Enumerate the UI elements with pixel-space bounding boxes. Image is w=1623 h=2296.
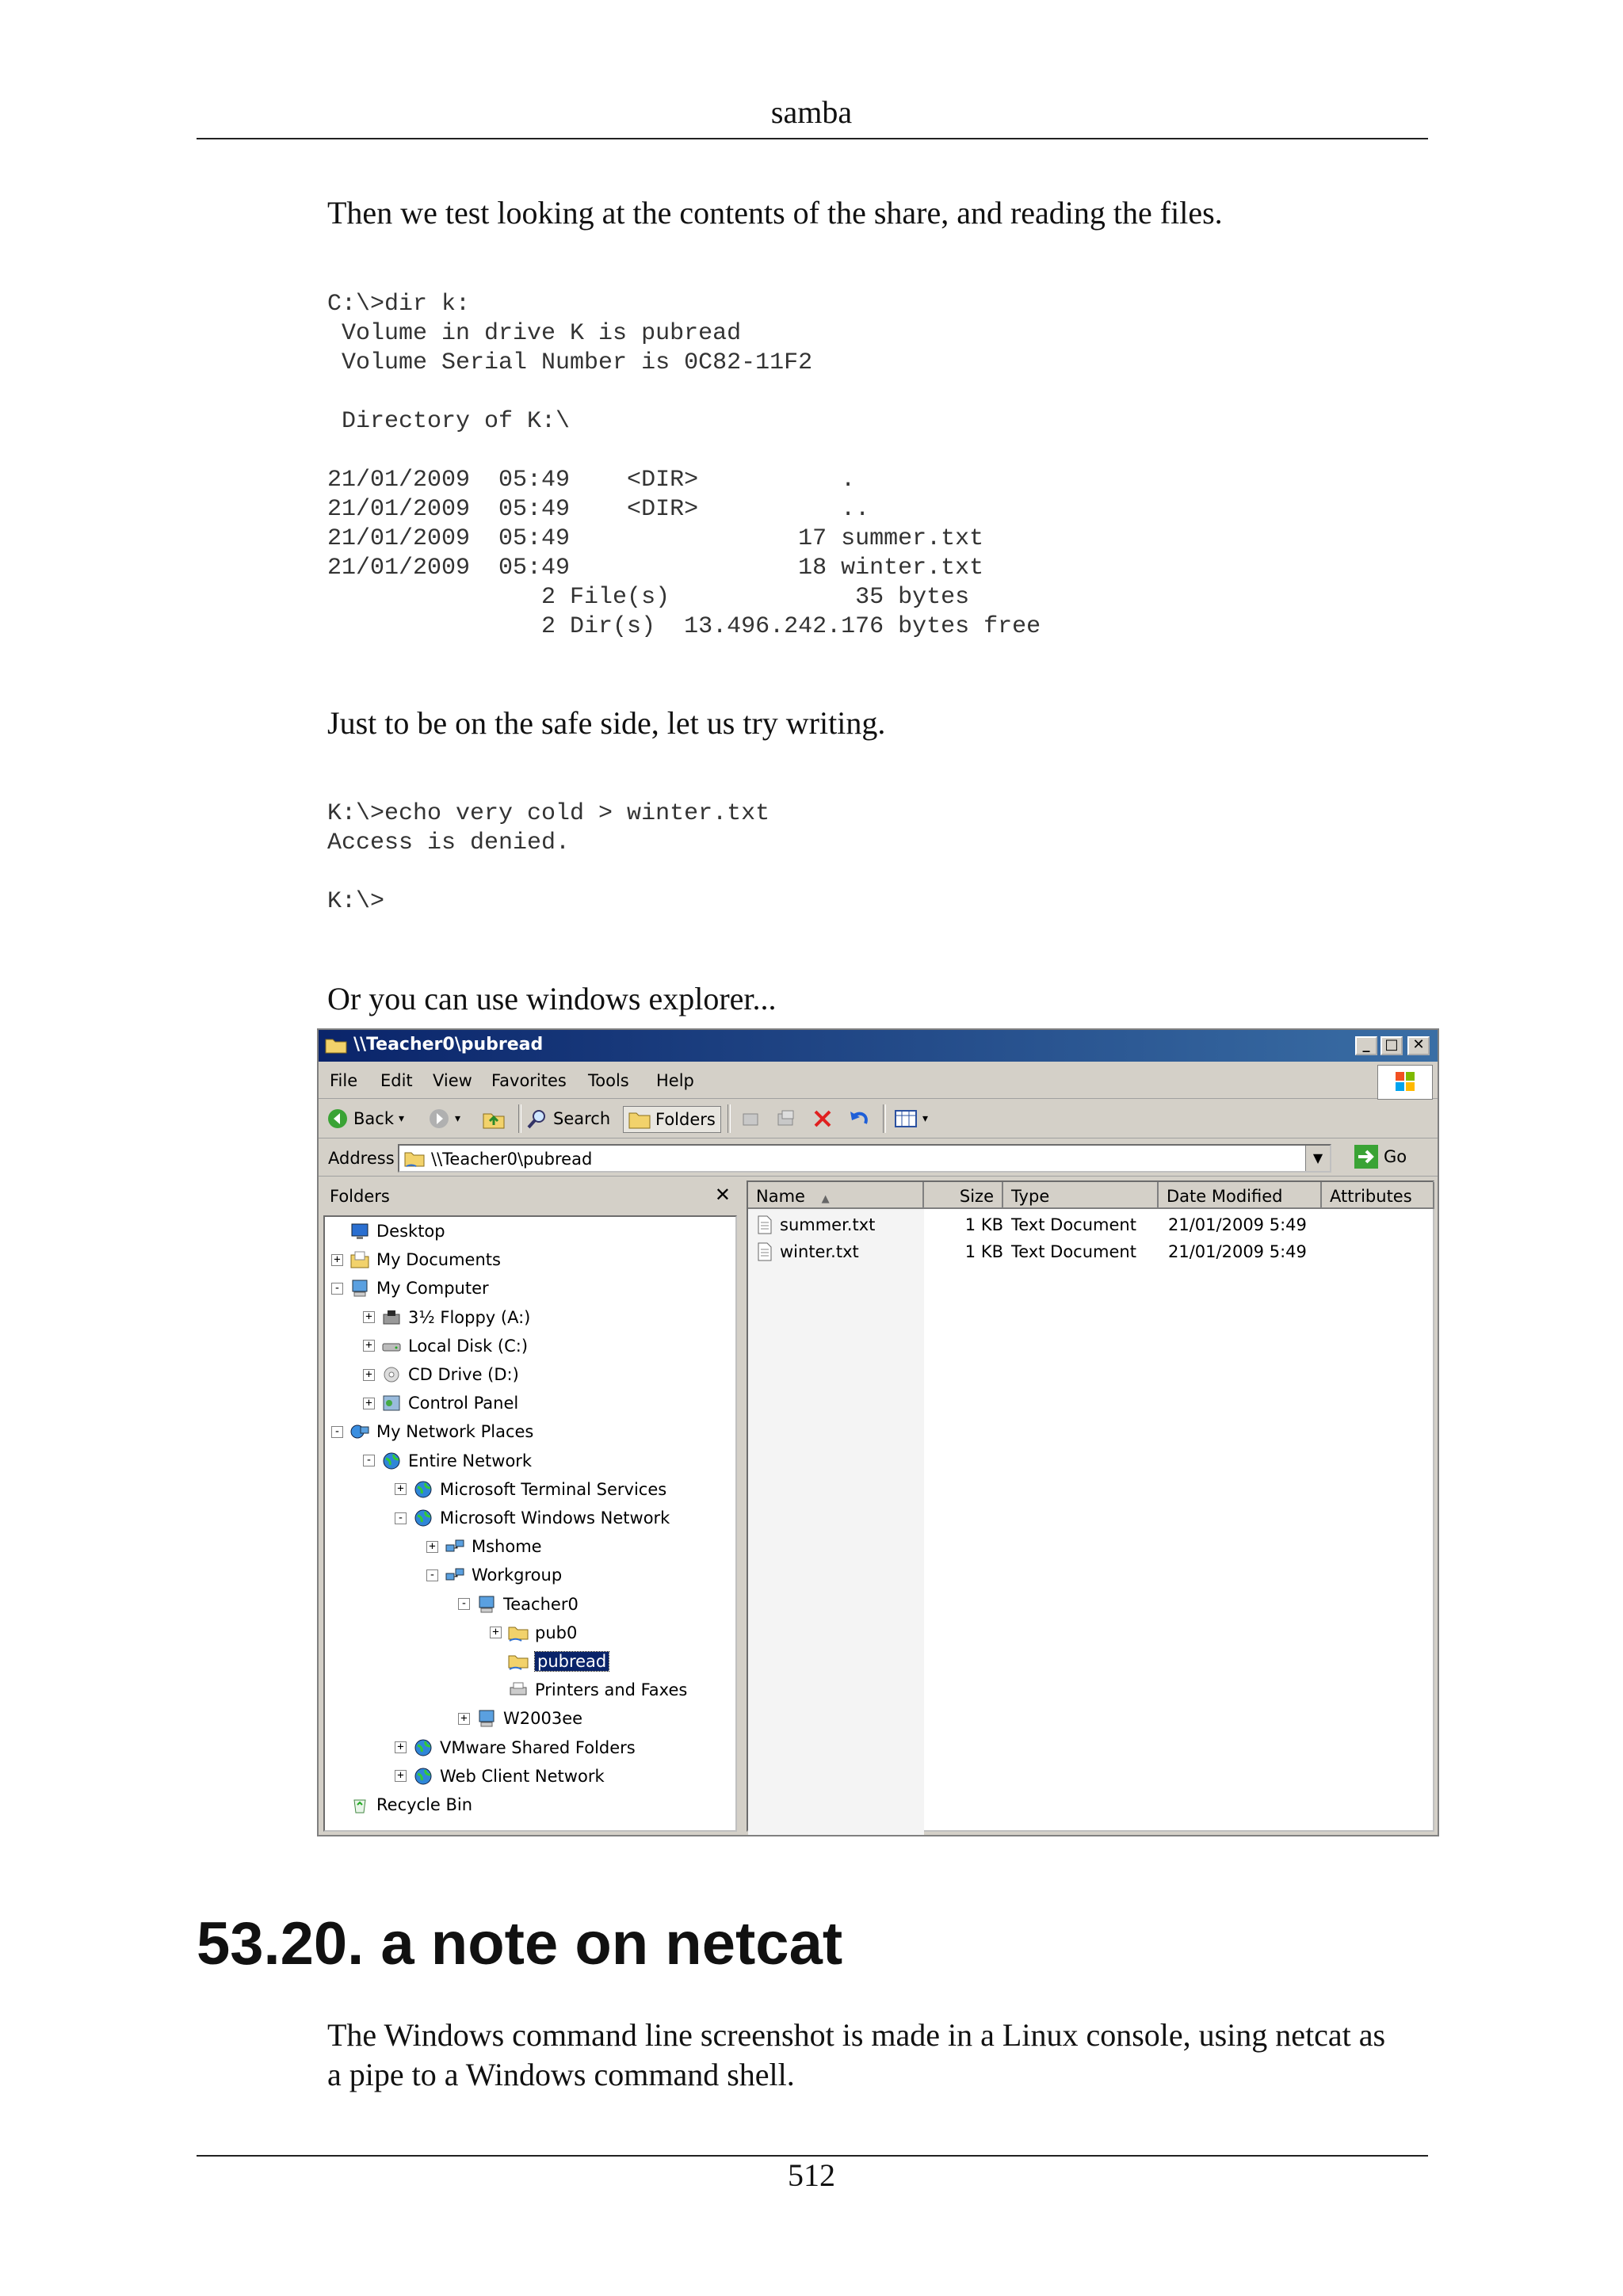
copy-to-button[interactable] <box>775 1106 797 1131</box>
views-button[interactable] <box>894 1106 928 1131</box>
tree-item-label: My Network Places <box>376 1422 534 1442</box>
dir-output-line: 2 File(s) 35 bytes <box>327 584 970 611</box>
go-button[interactable] <box>1354 1144 1407 1169</box>
address-dropdown-icon[interactable]: ▼ <box>1305 1146 1330 1171</box>
move-to-icon <box>740 1108 762 1130</box>
collapse-icon[interactable]: - <box>458 1598 470 1610</box>
close-button[interactable]: ✕ <box>1407 1036 1430 1055</box>
text-document-icon <box>756 1215 773 1234</box>
globe-icon <box>381 1451 402 1470</box>
tree-item[interactable] <box>363 1305 530 1330</box>
netcat-paragraph-line-1: The Windows command line screenshot is made in a Linux console, using netcat as <box>327 2017 1386 2053</box>
forward-button[interactable] <box>428 1106 460 1131</box>
tree-spacer <box>490 1656 502 1668</box>
expand-icon[interactable]: + <box>363 1311 375 1323</box>
tree-item-label: My Computer <box>376 1279 489 1299</box>
explorer-window <box>317 1028 1439 1836</box>
collapse-icon[interactable]: - <box>331 1283 343 1295</box>
tree-item-label: Microsoft Terminal Services <box>440 1479 667 1499</box>
expand-icon[interactable]: + <box>395 1770 407 1782</box>
computer-icon <box>476 1595 497 1614</box>
tree-item[interactable] <box>458 1706 582 1731</box>
menu-favorites[interactable]: Favorites <box>491 1071 567 1090</box>
expand-icon[interactable]: + <box>331 1254 343 1266</box>
expand-icon[interactable]: + <box>363 1369 375 1381</box>
dir-output-line: 21/01/2009 05:49 <DIR> .. <box>327 496 870 523</box>
dir-output-line: Volume in drive K is pubread <box>327 320 742 347</box>
tree-item[interactable] <box>331 1419 533 1444</box>
address-input[interactable] <box>398 1144 1331 1173</box>
go-arrow-icon <box>1354 1144 1379 1169</box>
cd-drive-icon <box>381 1365 402 1384</box>
up-folder-button[interactable] <box>482 1106 506 1131</box>
network-globe-icon <box>413 1508 433 1527</box>
tree-item-label: Recycle Bin <box>376 1795 473 1814</box>
tree-item-label: Web Client Network <box>440 1766 605 1786</box>
search-icon <box>526 1108 548 1130</box>
tree-item-label: VMware Shared Folders <box>440 1737 636 1757</box>
address-value: \\Teacher0\pubread <box>431 1150 593 1169</box>
delete-x-icon <box>812 1108 834 1130</box>
network-places-icon <box>349 1422 370 1441</box>
menu-view[interactable]: View <box>433 1071 472 1090</box>
minimize-button[interactable]: _ <box>1355 1036 1377 1055</box>
expand-icon[interactable]: + <box>395 1483 407 1495</box>
column-header-size[interactable]: Size <box>924 1182 1003 1209</box>
tree-item-label: Entire Network <box>408 1451 533 1470</box>
safe-side-paragraph: Just to be on the safe side, let us try writing. <box>327 705 886 741</box>
expand-icon[interactable]: + <box>363 1340 375 1352</box>
computer-icon <box>476 1709 497 1728</box>
file-row[interactable] <box>748 1212 1433 1238</box>
shared-folder-icon <box>508 1623 529 1642</box>
intro-paragraph: Then we test looking at the contents of the share, and reading the files. <box>327 195 1223 231</box>
tree-item[interactable] <box>331 1247 501 1272</box>
go-label: Go <box>1384 1147 1407 1166</box>
file-name: summer.txt <box>780 1215 876 1234</box>
expand-icon[interactable]: + <box>490 1627 502 1638</box>
control-panel-icon <box>381 1394 402 1413</box>
maximize-button[interactable]: □ <box>1381 1036 1403 1055</box>
forward-dropdown-icon[interactable]: ▾ <box>455 1112 461 1125</box>
undo-button[interactable] <box>848 1106 870 1131</box>
menu-tools[interactable]: Tools <box>588 1071 629 1090</box>
window-title: \\Teacher0\pubread <box>353 1035 544 1055</box>
column-header-name[interactable]: Name ▲ <box>748 1182 924 1209</box>
dir-output-line: 2 Dir(s) 13.496.242.176 bytes free <box>327 613 1041 640</box>
tree-item[interactable] <box>458 1592 579 1617</box>
move-to-button[interactable] <box>740 1106 762 1131</box>
dir-output-line <box>327 378 1041 407</box>
tree-item[interactable] <box>426 1534 542 1559</box>
section-heading: 53.20. a note on netcat <box>197 1910 843 1978</box>
menu-file[interactable]: File <box>330 1071 358 1090</box>
tree-spacer <box>331 1226 343 1238</box>
windows-logo-icon <box>1377 1065 1433 1100</box>
tree-item[interactable] <box>331 1276 489 1301</box>
standard-toolbar <box>319 1100 1438 1138</box>
up-folder-icon <box>482 1108 506 1130</box>
workgroup-icon <box>445 1537 465 1556</box>
collapse-icon[interactable]: - <box>331 1426 343 1438</box>
tree-item[interactable] <box>363 1333 528 1359</box>
collapse-icon[interactable]: - <box>426 1569 438 1581</box>
dir-output-line <box>327 437 1041 466</box>
text-document-icon <box>756 1242 773 1261</box>
page-number: 512 <box>788 2157 835 2193</box>
tree-item[interactable] <box>490 1649 609 1674</box>
tree-item-label: Microsoft Windows Network <box>440 1508 670 1527</box>
tree-item-label: CD Drive (D:) <box>408 1365 519 1384</box>
tree-item-label: My Documents <box>376 1250 501 1270</box>
file-list <box>747 1180 1434 1832</box>
header-rule <box>197 138 1428 139</box>
shared-folder-icon <box>508 1652 529 1671</box>
tree-item-label: Workgroup <box>472 1566 563 1585</box>
search-button[interactable] <box>526 1106 610 1131</box>
copy-to-icon <box>775 1108 797 1130</box>
expand-icon[interactable]: + <box>426 1541 438 1553</box>
printer-icon <box>508 1680 529 1699</box>
dir-command-output <box>327 290 1041 642</box>
explorer-paragraph: Or you can use windows explorer... <box>327 981 777 1016</box>
tree-item[interactable] <box>363 1390 518 1416</box>
file-size: 1 KB <box>964 1215 1003 1234</box>
file-date: 21/01/2009 5:49 <box>1168 1242 1307 1261</box>
echo-output-line: Access is denied. <box>327 830 571 856</box>
menu-help[interactable]: Help <box>656 1071 694 1090</box>
echo-output-line: K:\>echo very cold > winter.txt <box>327 800 770 827</box>
tree-item[interactable] <box>331 1792 472 1817</box>
menu-edit[interactable]: Edit <box>380 1071 413 1090</box>
folder-tree <box>323 1215 737 1832</box>
close-pane-icon[interactable]: ✕ <box>714 1184 731 1206</box>
tree-item-label: Printers and Faxes <box>535 1680 688 1700</box>
tree-item[interactable] <box>395 1477 666 1502</box>
delete-button[interactable] <box>812 1106 834 1131</box>
address-label: Address <box>328 1149 395 1168</box>
back-dropdown-icon[interactable]: ▾ <box>398 1112 405 1125</box>
tree-spacer <box>490 1684 502 1696</box>
tree-item[interactable] <box>395 1764 605 1789</box>
folders-pane-title: Folders <box>330 1187 390 1206</box>
netcat-paragraph-line-2: a pipe to a Windows command shell. <box>327 2057 795 2092</box>
file-row[interactable] <box>748 1239 1433 1264</box>
column-header-date-modified[interactable]: Date Modified <box>1159 1182 1322 1209</box>
collapse-icon[interactable]: - <box>395 1512 407 1524</box>
tree-item-label: Control Panel <box>408 1394 519 1413</box>
echo-output-line <box>327 858 769 887</box>
tree-item-label: W2003ee <box>503 1709 583 1729</box>
collapse-icon[interactable]: - <box>363 1455 375 1466</box>
address-bar <box>319 1139 1438 1177</box>
tree-item[interactable] <box>490 1677 687 1703</box>
file-date: 21/01/2009 5:49 <box>1168 1215 1307 1234</box>
column-header-attributes[interactable]: Attributes <box>1322 1182 1434 1209</box>
folders-button[interactable] <box>623 1106 721 1133</box>
echo-command-output <box>327 799 769 917</box>
floppy-icon <box>381 1308 402 1327</box>
explorer-titlebar <box>319 1030 1438 1062</box>
tree-spacer <box>331 1799 343 1811</box>
tree-item-label: Mshome <box>472 1537 542 1557</box>
tree-item-label: Local Disk (C:) <box>408 1336 529 1356</box>
dir-output-line: Directory of K:\ <box>327 408 571 435</box>
folders-pane-header <box>323 1180 737 1212</box>
file-type: Text Document <box>1011 1242 1136 1261</box>
shared-folder-icon <box>404 1149 425 1168</box>
dir-output-line: 21/01/2009 05:49 <DIR> . <box>327 467 856 494</box>
folders-icon <box>628 1109 651 1130</box>
tree-item[interactable] <box>395 1735 636 1760</box>
my-documents-icon <box>349 1250 370 1269</box>
menu-bar <box>319 1062 1438 1099</box>
tree-item-label: Teacher0 <box>503 1594 579 1614</box>
tree-item-label: Desktop <box>376 1222 445 1241</box>
my-computer-icon <box>349 1279 370 1298</box>
tree-item-label: pubread <box>535 1652 609 1671</box>
expand-icon[interactable]: + <box>363 1398 375 1409</box>
tree-item-label: pub0 <box>535 1623 578 1642</box>
views-grid-icon <box>894 1108 918 1129</box>
expand-icon[interactable]: + <box>458 1713 470 1725</box>
tree-item[interactable] <box>426 1562 562 1588</box>
undo-icon <box>848 1108 870 1130</box>
back-arrow-icon <box>327 1108 349 1130</box>
tree-item[interactable] <box>490 1620 577 1646</box>
back-label: Back <box>353 1109 394 1128</box>
tree-item[interactable] <box>395 1505 670 1531</box>
dir-output-line: C:\>dir k: <box>327 291 471 318</box>
tree-item[interactable] <box>363 1362 519 1387</box>
column-header-type[interactable]: Type <box>1003 1182 1159 1209</box>
sort-ascending-icon: ▲ <box>821 1193 830 1205</box>
file-size: 1 KB <box>964 1242 1003 1261</box>
echo-output-line: K:\> <box>327 888 385 915</box>
dir-output-line: 21/01/2009 05:49 18 winter.txt <box>327 555 984 582</box>
file-type: Text Document <box>1011 1215 1136 1234</box>
recycle-bin-icon <box>349 1795 370 1814</box>
local-disk-icon <box>381 1337 402 1356</box>
desktop-icon <box>349 1222 370 1241</box>
folder-icon <box>325 1036 347 1054</box>
forward-arrow-icon <box>428 1108 450 1130</box>
network-globe-icon <box>413 1480 433 1499</box>
file-name: winter.txt <box>780 1242 859 1261</box>
back-button[interactable] <box>327 1106 404 1131</box>
search-label: Search <box>553 1109 611 1128</box>
folders-label: Folders <box>655 1110 716 1129</box>
dir-output-line: 21/01/2009 05:49 17 summer.txt <box>327 525 984 552</box>
tree-item[interactable] <box>331 1219 445 1244</box>
network-globe-icon <box>413 1738 433 1757</box>
views-dropdown-icon[interactable]: ▾ <box>922 1112 929 1125</box>
tree-item[interactable] <box>363 1448 532 1474</box>
tree-item-label: 3½ Floppy (A:) <box>408 1307 531 1327</box>
dir-output-line: Volume Serial Number is 0C82-11F2 <box>327 349 813 376</box>
workgroup-icon <box>445 1566 465 1585</box>
running-header: samba <box>770 94 853 130</box>
expand-icon[interactable]: + <box>395 1741 407 1753</box>
network-globe-icon <box>413 1767 433 1786</box>
